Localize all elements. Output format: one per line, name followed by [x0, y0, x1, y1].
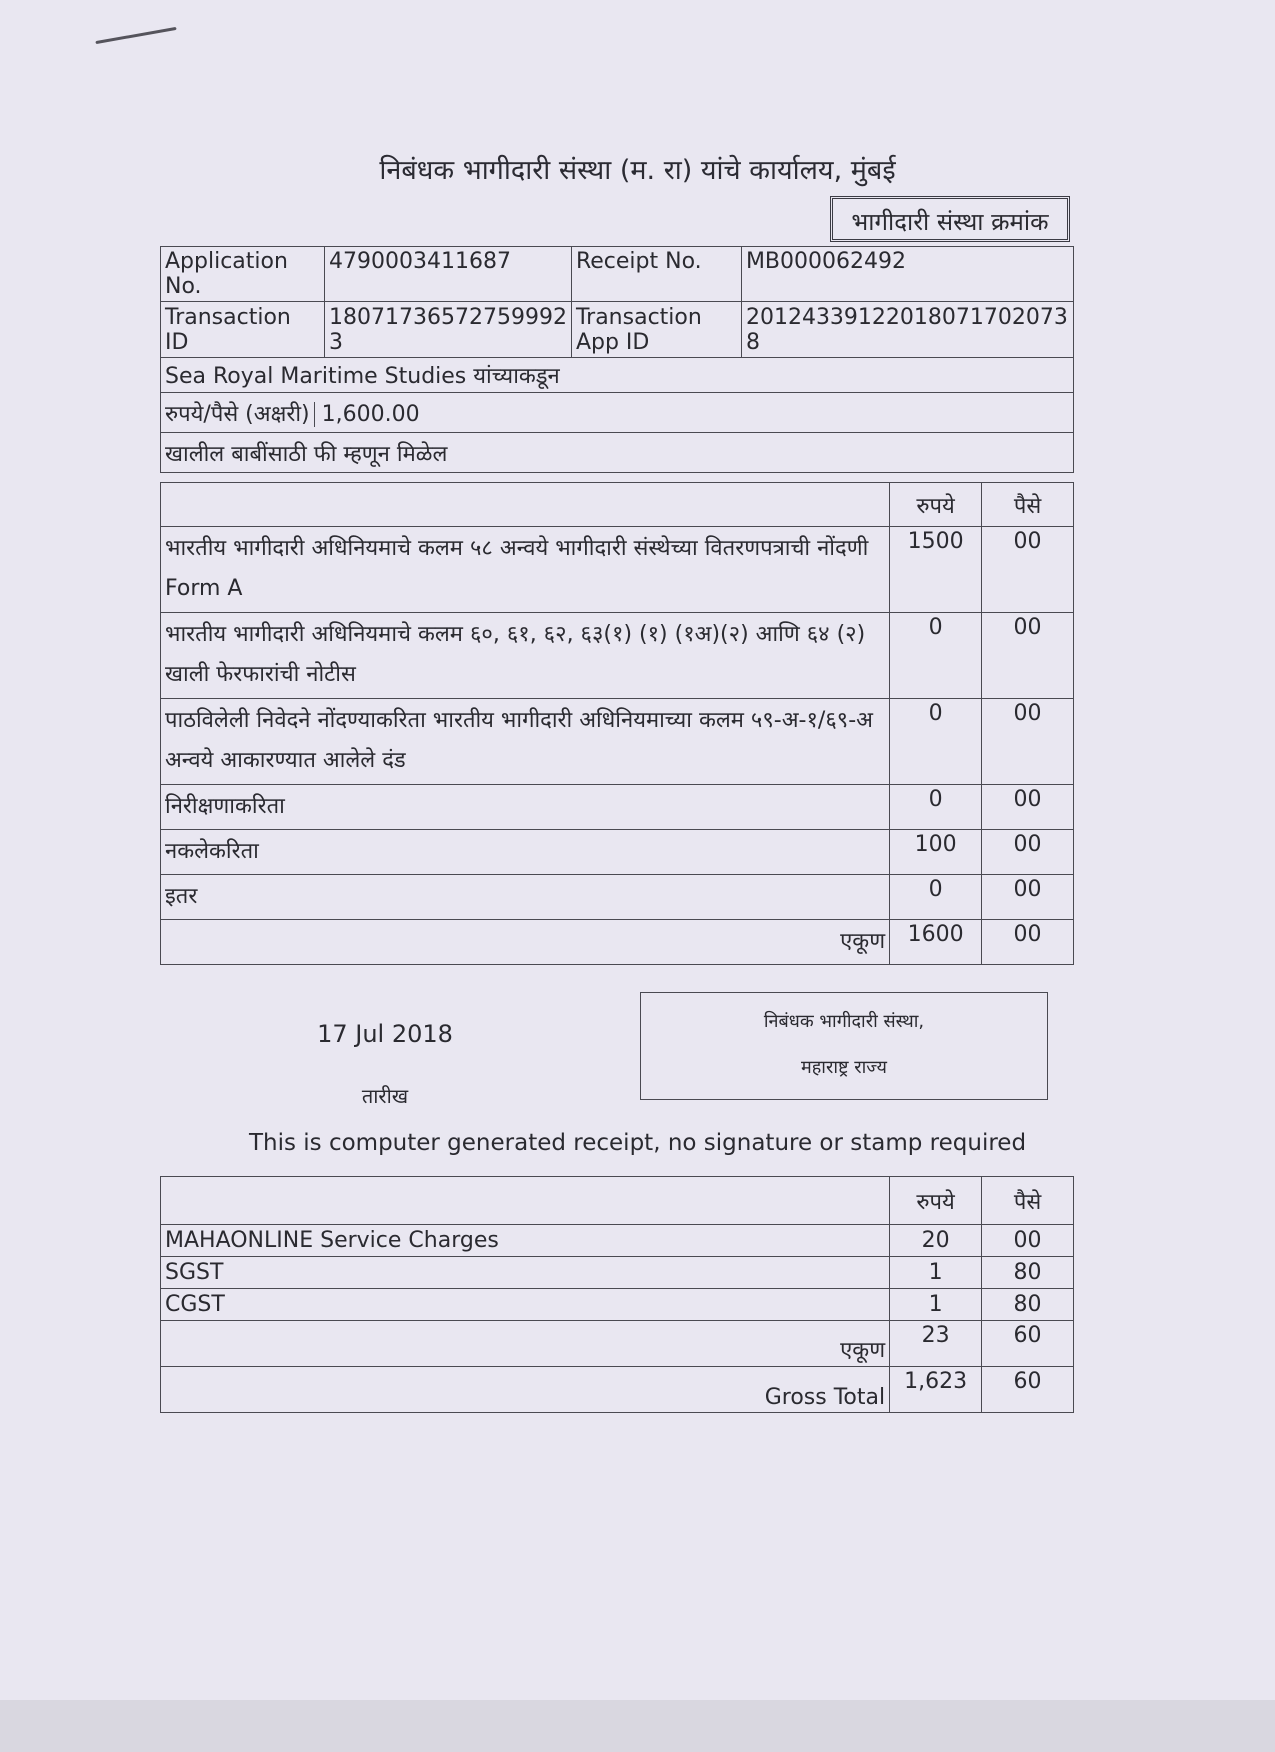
service-paise: 80 — [982, 1289, 1074, 1321]
fee-rupees: 0 — [890, 613, 982, 699]
service-paise: 80 — [982, 1257, 1074, 1289]
service-description: MAHAONLINE Service Charges — [161, 1225, 890, 1257]
receipt-no-value: MB000062492 — [741, 247, 1073, 302]
receipt-no-label: Receipt No. — [571, 247, 741, 302]
service-header-row — [161, 1177, 1074, 1225]
service-total-label: एकूण — [161, 1321, 890, 1367]
application-no-label: Application No. — [161, 247, 325, 302]
registrar-title: निबंधक भागीदारी संस्था, — [763, 1011, 925, 1032]
computer-generated-note: This is computer generated receipt, no signature or stamp required — [248, 1130, 1027, 1156]
fee-header-row — [161, 483, 1074, 527]
fee-description: नकलेकरिता — [161, 830, 890, 875]
amount-in-words-row — [161, 393, 1074, 433]
fee-total-row — [161, 920, 1074, 965]
fee-rupees: 100 — [890, 830, 982, 875]
fee-header-blank — [161, 483, 890, 527]
service-row — [161, 1289, 1074, 1321]
fee-paise: 00 — [982, 875, 1074, 920]
paise-column-header: पैसे — [982, 483, 1074, 527]
receipt-info-table — [160, 246, 1074, 473]
fee-rupees: 1500 — [890, 527, 982, 613]
gross-total-rupees: 1,623 — [890, 1367, 982, 1413]
fee-row — [161, 875, 1074, 920]
fee-paise: 00 — [982, 785, 1074, 830]
service-rupees: 20 — [890, 1225, 982, 1257]
fee-row — [161, 785, 1074, 830]
transaction-app-id-value: 20124339122018071702073 8 — [741, 302, 1073, 358]
service-description: SGST — [161, 1257, 890, 1289]
service-rupees-header: रुपये — [890, 1177, 982, 1225]
fee-total-paise: 00 — [982, 920, 1074, 965]
registrar-state: महाराष्ट्र राज्य — [800, 1057, 887, 1078]
service-total-row — [161, 1321, 1074, 1367]
fee-description: भारतीय भागीदारी अधिनियमाचे कलम ६०, ६१, ६२, ६३(१) (१) (१अ)(२) आणि ६४ (२) खाली फेरफारांची नोटीस — [161, 613, 890, 699]
amount-in-words-value: 1,600.00 — [321, 401, 420, 427]
transaction-app-id-label: Transaction App ID — [571, 302, 741, 358]
scan-bottom-edge — [0, 1700, 1275, 1752]
gross-total-paise: 60 — [982, 1367, 1074, 1413]
service-paise-header: पैसे — [982, 1177, 1074, 1225]
service-row — [161, 1257, 1074, 1289]
service-rupees: 1 — [890, 1257, 982, 1289]
service-total-paise: 60 — [982, 1321, 1074, 1367]
fee-row — [161, 699, 1074, 785]
fee-paise: 00 — [982, 527, 1074, 613]
fee-paise: 00 — [982, 613, 1074, 699]
fee-rupees: 0 — [890, 785, 982, 830]
fee-row — [161, 613, 1074, 699]
rupees-column-header: रुपये — [890, 483, 982, 527]
payer-name: Sea Royal Maritime Studies यांच्याकडून — [161, 358, 1074, 393]
application-no-value: 4790003411687 — [325, 247, 572, 302]
fee-row — [161, 527, 1074, 613]
fee-description: निरीक्षणाकरिता — [161, 785, 890, 830]
fee-description: इतर — [161, 875, 890, 920]
firm-registration-box: भागीदारी संस्था क्रमांक — [830, 196, 1070, 242]
fee-breakdown-table — [160, 482, 1074, 965]
receipt-date: 17 Jul 2018 — [317, 1020, 453, 1048]
fee-rupees: 0 — [890, 699, 982, 785]
service-total-rupees: 23 — [890, 1321, 982, 1367]
fee-total-label: एकूण — [161, 920, 890, 965]
fee-rupees: 0 — [890, 875, 982, 920]
service-paise: 00 — [982, 1225, 1074, 1257]
office-title: निबंधक भागीदारी संस्था (म. रा) यांचे कार्यालय, मुंबई — [379, 155, 896, 186]
date-label: तारीख — [361, 1084, 409, 1108]
gross-total-row — [161, 1367, 1074, 1413]
service-header-blank — [161, 1177, 890, 1225]
fee-purpose: खालील बाबींसाठी फी म्हणून मिळेल — [161, 433, 1074, 473]
fee-description: पाठविलेली निवेदने नोंदण्याकरिता भारतीय भागीदारी अधिनियमाच्या कलम ५९-अ-१/६९-अ अन्वये आकारण्यात आलेले दंड — [161, 699, 890, 785]
service-row — [161, 1225, 1074, 1257]
service-rupees: 1 — [890, 1289, 982, 1321]
gross-total-label: Gross Total — [161, 1367, 890, 1413]
fee-total-rupees: 1600 — [890, 920, 982, 965]
paper-scuff-mark — [95, 27, 176, 44]
amount-in-words-label: रुपये/पैसे (अक्षरी) — [165, 402, 315, 427]
fee-row — [161, 830, 1074, 875]
transaction-id-label: Transaction ID — [161, 302, 325, 358]
fee-description: भारतीय भागीदारी अधिनियमाचे कलम ५८ अन्वये भागीदारी संस्थेच्या वितरणपत्राची नोंदणी Form A — [161, 527, 890, 613]
transaction-id-value: 18071736572759992 3 — [325, 302, 572, 358]
registrar-signature-box — [640, 992, 1048, 1100]
fee-paise: 00 — [982, 830, 1074, 875]
service-description: CGST — [161, 1289, 890, 1321]
service-charges-table — [160, 1176, 1074, 1413]
fee-paise: 00 — [982, 699, 1074, 785]
